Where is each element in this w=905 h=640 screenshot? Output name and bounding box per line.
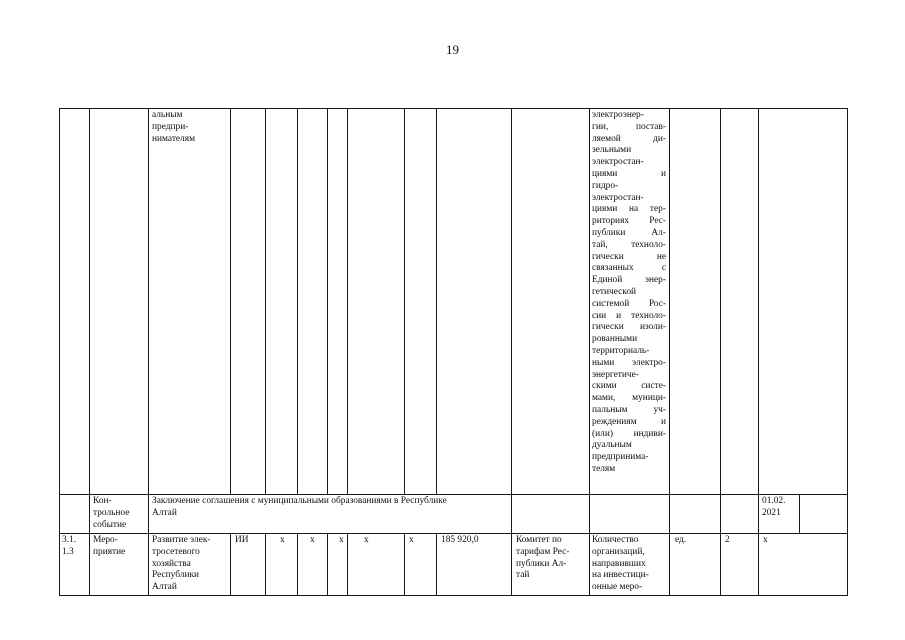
table-grid [59, 108, 848, 596]
measure-last-mark: х [763, 535, 768, 545]
text-line: предпри- [152, 121, 189, 132]
measure-name-cell [152, 535, 228, 594]
text-line: Алтай [152, 507, 177, 518]
text-line: Меро- [93, 535, 118, 545]
text-line: 3.1. [62, 535, 77, 545]
text-line: циями на тер- [592, 204, 666, 215]
text-line: тросетевого [152, 546, 200, 557]
text-line: трольное [93, 507, 130, 518]
text-line: 01.02. [762, 496, 786, 506]
text-line: Количество [592, 535, 639, 545]
text-line: на инвестици- [592, 570, 649, 581]
text-line: (или) индиви- [592, 428, 666, 439]
text-line: ными электро- [592, 357, 666, 368]
text-line: гии, постав- [592, 121, 666, 132]
measure-type-cell [93, 535, 147, 559]
text-line: Алтай [152, 582, 177, 593]
text-line: организаций, [592, 546, 645, 557]
measure-x-mark: х [280, 535, 285, 545]
measure-executor-cell [516, 535, 588, 582]
text-line: тай [516, 570, 530, 581]
text-line: событие [93, 519, 127, 530]
text-line: гически изоли- [592, 322, 666, 333]
text-line: энергетиче- [592, 369, 639, 380]
text-line: электроэнер- [592, 110, 644, 120]
text-line: гически не [592, 251, 666, 262]
continuation-indicator-cell [592, 110, 666, 476]
text-line: Единой энер- [592, 275, 666, 286]
text-line: Кон- [93, 496, 112, 506]
text-line: сии и техноло- [592, 310, 666, 321]
text-line: приятие [93, 546, 126, 557]
text-line: скими систе- [592, 381, 666, 392]
text-line: циями и [592, 168, 666, 179]
text-line: электростан- [592, 192, 644, 203]
text-line: тай, техноло- [592, 239, 666, 250]
measure-x-mark: х [409, 535, 414, 545]
text-line: Республики [152, 570, 200, 581]
measure-indicator-cell [592, 535, 668, 594]
text-line: 2021 [762, 507, 781, 518]
text-line: реждениям и [592, 416, 666, 427]
measure-number-cell [62, 535, 88, 559]
measure-value-cell: 2 [725, 535, 730, 545]
measure-unit-cell: ед. [675, 535, 687, 545]
text-line: хозяйства [152, 558, 191, 569]
text-line: связанных с [592, 263, 666, 274]
text-line: пальным уч- [592, 404, 666, 415]
text-line: направивших [592, 558, 646, 569]
text-line: тарифам Рес- [516, 546, 570, 557]
text-line: ляемой ди- [592, 133, 666, 144]
measure-x-mark: х [339, 535, 344, 545]
text-line: нимателям [152, 133, 196, 144]
text-line: предпринима- [592, 452, 649, 463]
text-line: публики Ал- [592, 227, 666, 238]
measure-amount-cell: 185 920,0 [441, 535, 479, 545]
program-table [59, 108, 848, 596]
text-line: 1.3 [62, 546, 74, 557]
measure-x-mark: х [364, 535, 369, 545]
text-line: системой Рос- [592, 298, 666, 309]
text-line: Заключение соглашения с муниципальными образованиями в Республике [152, 496, 447, 506]
text-line: территориаль- [592, 345, 650, 356]
control-event-description-cell [152, 496, 510, 520]
text-line: зельными [592, 145, 632, 156]
text-line: телям [592, 463, 616, 474]
measure-x-mark: х [310, 535, 315, 545]
text-line: Комитет по [516, 535, 562, 545]
control-event-date-cell [762, 496, 798, 520]
continuation-beneficiaries-cell [152, 110, 228, 145]
text-line: онные меро- [592, 582, 643, 593]
text-line: электростан- [592, 157, 644, 168]
text-line: гетической [592, 286, 637, 297]
text-line: альным [152, 110, 183, 120]
text-line: дуальным [592, 440, 632, 451]
text-line: рованными [592, 334, 638, 345]
measure-source-cell: ИИ [235, 535, 249, 545]
page-number: 19 [446, 42, 459, 57]
text-line: Развитие элек- [152, 535, 211, 545]
text-line: гидро- [592, 180, 619, 191]
text-line: публики Ал- [516, 558, 567, 569]
text-line: мами, муници- [592, 393, 666, 404]
control-event-type-cell [93, 496, 147, 531]
text-line: риториях Рес- [592, 216, 666, 227]
